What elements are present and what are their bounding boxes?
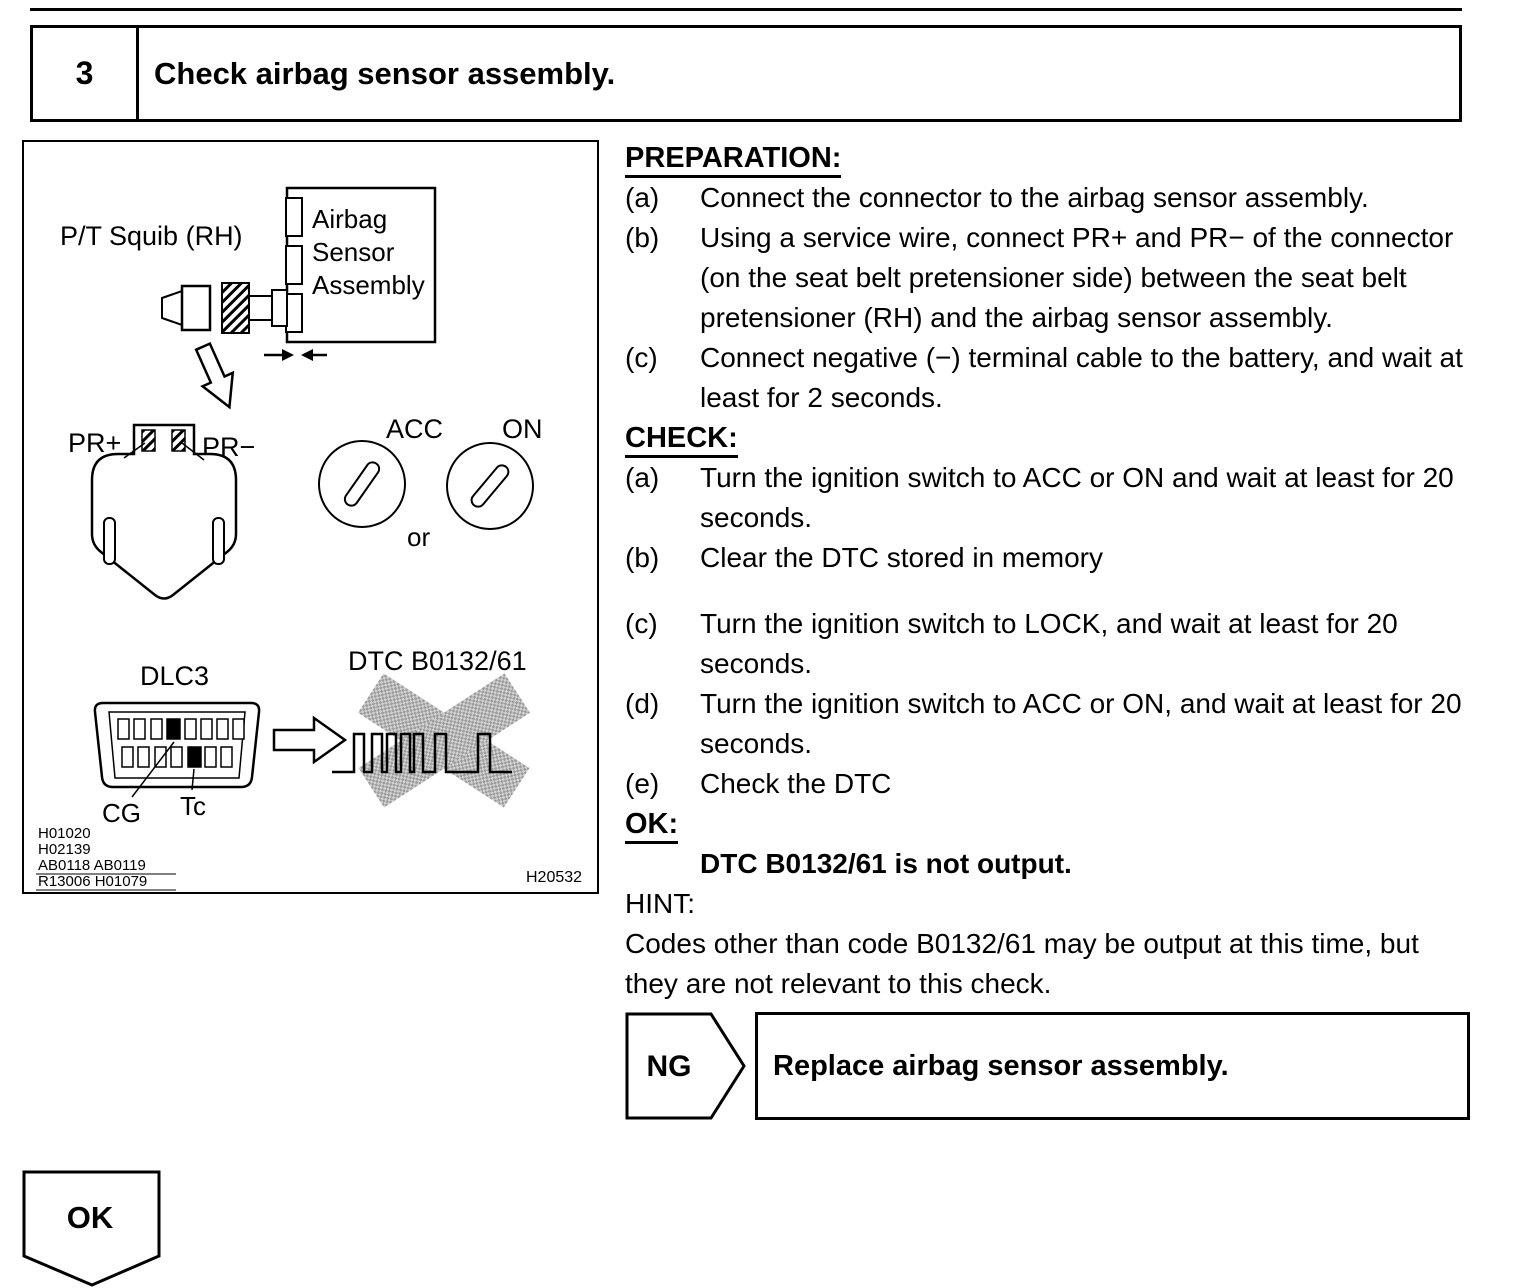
pr-plus-label: PR+ xyxy=(68,428,122,458)
item-text: Connect negative (−) terminal cable to the battery, and wait at least for 2 seconds. xyxy=(700,342,1463,413)
on-label: ON xyxy=(502,414,543,444)
figure-frame xyxy=(22,140,599,894)
preparation-item-c xyxy=(625,338,1470,418)
ref-code-3: AB0118 AB0119 xyxy=(38,857,146,874)
item-text: Check the DTC xyxy=(700,768,892,799)
item-text: Turn the ignition switch to ACC or ON and wait at least for 20 seconds. xyxy=(700,462,1454,533)
on-key-switch-icon xyxy=(447,443,533,529)
ng-result-row xyxy=(625,1012,1470,1120)
or-label: or xyxy=(407,522,431,552)
page-title: Check airbag sensor assembly. xyxy=(154,55,616,91)
squib-connector-illustration xyxy=(162,283,287,333)
instructions-column xyxy=(625,138,1470,1120)
hint-heading: HINT: xyxy=(625,888,695,919)
item-text: Clear the DTC stored in memory xyxy=(700,542,1104,573)
check-heading: CHECK: xyxy=(625,418,1470,458)
preparation-item-b xyxy=(625,218,1470,338)
item-label: (e) xyxy=(625,768,660,799)
ng-action-box xyxy=(755,1012,1470,1120)
item-text: Turn the ignition switch to ACC or ON, and wait at least for 20 seconds. xyxy=(700,688,1462,759)
ref-code-4: R13006 H01079 xyxy=(38,873,148,890)
check-item-a xyxy=(625,458,1470,538)
dlc3-connector xyxy=(95,703,259,797)
tc-pin-label: Tc xyxy=(180,791,206,821)
check-item-d xyxy=(625,684,1470,764)
preparation-item-a xyxy=(625,178,1470,218)
hint-text: Codes other than code B0132/61 may be output at this time, but they are not relevant to this check. xyxy=(625,928,1419,999)
check-item-c xyxy=(625,604,1470,684)
figure-diagram xyxy=(24,142,597,892)
item-label: (a) xyxy=(625,182,660,213)
item-text: Turn the ignition switch to LOCK, and wait at least for 20 seconds. xyxy=(700,608,1398,679)
ok-heading: OK: xyxy=(625,804,1470,844)
ok-result-text: DTC B0132/61 is not output. xyxy=(700,848,1072,879)
item-text: Using a service wire, connect PR+ and PR− of the connector (on the seat belt pretensioner side) between the seat belt pretensioner (RH) and the airbag sensor assembly. xyxy=(700,222,1454,333)
down-arrow-icon xyxy=(188,340,245,414)
sensor-box-label-line2: Sensor xyxy=(312,237,395,267)
ng-arrow-shape xyxy=(625,1012,747,1120)
ng-label: NG xyxy=(646,1050,692,1083)
right-arrow-icon xyxy=(274,718,345,762)
item-label: (a) xyxy=(625,462,660,493)
dlc3-label: DLC3 xyxy=(140,661,210,691)
acc-label: ACC xyxy=(386,414,444,444)
sensor-box-label-line1: Airbag xyxy=(312,204,388,234)
ref-code-1: H01020 xyxy=(38,825,91,842)
item-label: (b) xyxy=(625,542,660,573)
step-number: 3 xyxy=(33,28,139,119)
acc-key-switch-icon xyxy=(319,441,405,527)
cg-pin-label: CG xyxy=(102,798,141,828)
ref-code-2: H02139 xyxy=(38,841,91,858)
top-rule xyxy=(30,8,1462,11)
not-output-cross xyxy=(358,673,530,807)
ok-label: OK xyxy=(66,1200,114,1235)
figure-reference-codes xyxy=(36,825,176,890)
ok-arrow-shape xyxy=(22,1170,162,1288)
preparation-heading: PREPARATION: xyxy=(625,138,1470,178)
item-label: (c) xyxy=(625,342,658,373)
item-label: (d) xyxy=(625,688,660,719)
sensor-box-label-line3: Assembly xyxy=(312,270,425,300)
pt-squib-label: P/T Squib (RH) xyxy=(60,221,243,251)
dtc-code-label: DTC B0132/61 xyxy=(348,646,527,676)
check-item-b xyxy=(625,538,1470,578)
item-label: (b) xyxy=(625,222,660,253)
figure-id-code: H20532 xyxy=(526,869,583,886)
item-text: Connect the connector to the airbag sensor assembly. xyxy=(700,182,1369,213)
item-label: (c) xyxy=(625,608,658,639)
step-header xyxy=(30,25,1462,122)
airbag-sensor-box xyxy=(286,188,435,342)
pr-minus-label: PR− xyxy=(202,432,256,462)
ng-action-text: Replace airbag sensor assembly. xyxy=(773,1050,1229,1082)
mating-arrows-icon xyxy=(264,349,327,361)
check-item-e xyxy=(625,764,1470,804)
